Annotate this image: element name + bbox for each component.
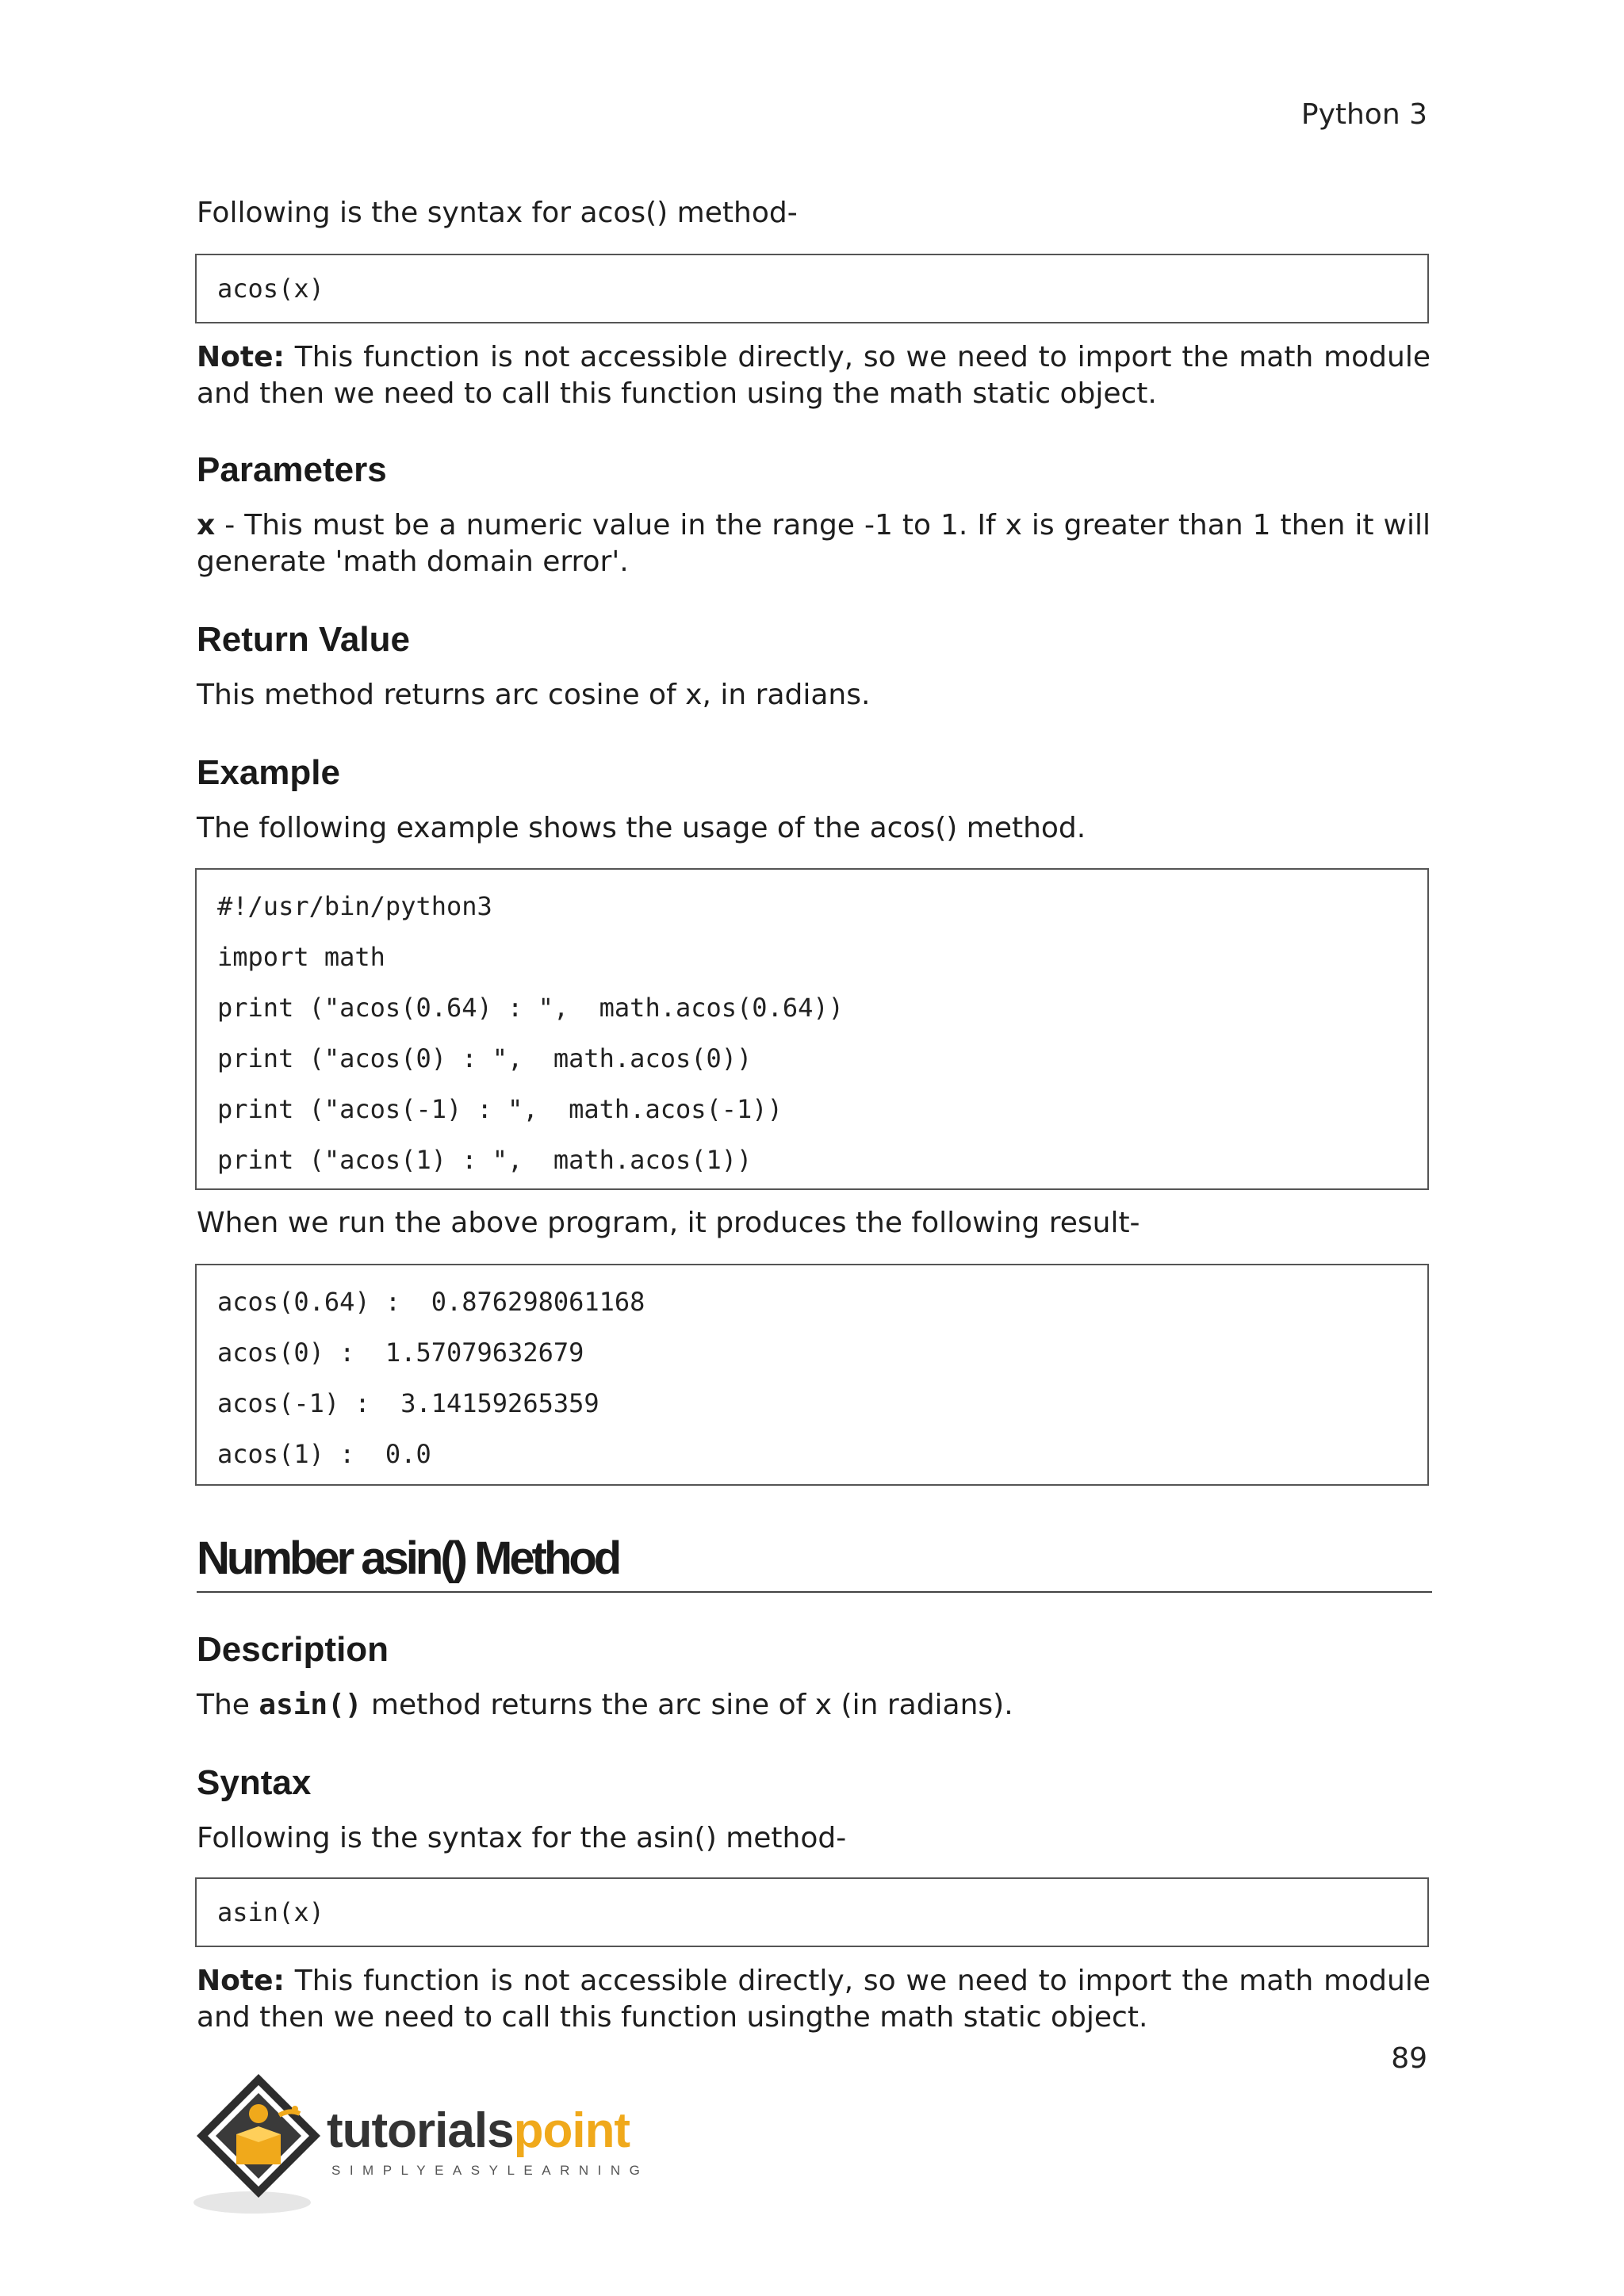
code-line: acos(0) : 1.57079632679 (217, 1337, 584, 1368)
code-line: asin(x) (217, 1897, 324, 1927)
tutorialspoint-logo (190, 2068, 666, 2218)
parameters-heading: Parameters (197, 450, 387, 489)
code-line: print ("acos(1) : ", math.acos(1)) (217, 1145, 753, 1175)
logo-diamond-icon (190, 2068, 333, 2218)
param-description: - This must be a numeric value in the range -1 to 1. If x is greater than 1 then it will generate 'math domain error'. (197, 509, 1431, 578)
page-number: 89 (1391, 2042, 1427, 2075)
code-line: print ("acos(0) : ", math.acos(0)) (217, 1043, 753, 1073)
asin-note (197, 1963, 1431, 2036)
note-text: This function is not accessible directly, so we need to import the math module and then we need to call this function usingthe math static object. (197, 1965, 1431, 2034)
note-label: Note: (197, 341, 285, 373)
param-name: x (197, 509, 216, 541)
code-line: import math (217, 942, 385, 972)
logo-text-main: tutorials (327, 2103, 514, 2158)
asin-section-title: Number asin() Method (197, 1532, 1432, 1593)
result-intro: When we run the above program, it produces the following result- (197, 1207, 1140, 1239)
example-code-box (195, 868, 1429, 1190)
syntax-heading: Syntax (197, 1763, 312, 1802)
logo-text-accent: point (513, 2103, 630, 2158)
parameters-text (197, 507, 1431, 580)
code-line: acos(x) (217, 274, 324, 304)
desc-pre: The (197, 1689, 259, 1721)
logo-tagline: SIMPLYEASYLEARNING (331, 2163, 649, 2178)
description-heading: Description (197, 1630, 389, 1669)
example-intro: The following example shows the usage of the acos() method. (197, 812, 1086, 844)
code-line: print ("acos(-1) : ", math.acos(-1)) (217, 1094, 783, 1124)
description-text (197, 1687, 1431, 1724)
result-code-box (195, 1264, 1429, 1486)
code-line: acos(0.64) : 0.876298061168 (217, 1287, 645, 1317)
code-line: #!/usr/bin/python3 (217, 891, 492, 921)
page-header-title: Python 3 (1300, 98, 1427, 131)
logo-wordmark (327, 2103, 630, 2159)
return-value-heading: Return Value (197, 620, 410, 659)
code-line: acos(-1) : 3.14159265359 (217, 1388, 599, 1418)
acos-syntax-code-box (195, 254, 1429, 323)
desc-post: method returns the arc sine of x (in radians). (362, 1689, 1013, 1721)
code-line: print ("acos(0.64) : ", math.acos(0.64)) (217, 993, 844, 1023)
return-value-text: This method returns arc cosine of x, in radians. (197, 679, 871, 711)
acos-syntax-intro: Following is the syntax for acos() method- (197, 197, 798, 229)
note-text: This function is not accessible directly, so we need to import the math module and then we need to call this function using the math static object. (197, 341, 1431, 410)
acos-note (197, 339, 1431, 412)
asin-syntax-intro: Following is the syntax for the asin() method- (197, 1822, 847, 1854)
code-line: acos(1) : 0.0 (217, 1439, 431, 1469)
note-label: Note: (197, 1965, 285, 1997)
desc-method: asin() (259, 1689, 362, 1721)
example-heading: Example (197, 753, 340, 792)
asin-syntax-code-box (195, 1877, 1429, 1947)
